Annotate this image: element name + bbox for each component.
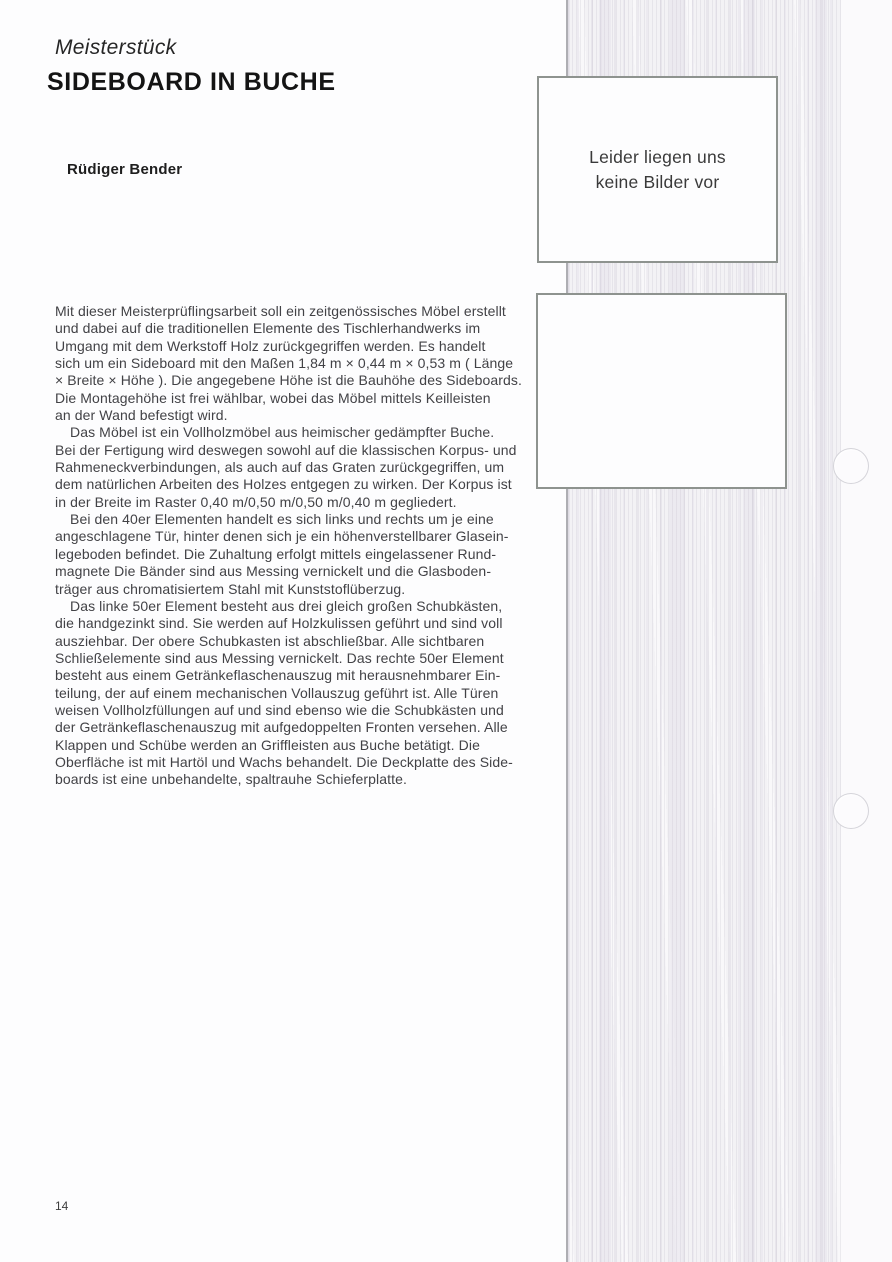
article-line: Bei den 40er Elementen handelt es sich links und rechts um je eine — [70, 511, 494, 528]
article-line: Schließelemente sind aus Messing vernickelt. Das rechte 50er Element — [55, 649, 504, 666]
article-line: weisen Vollholzfüllungen auf und sind ebenso wie die Schubkästen und — [55, 701, 504, 718]
article-line: dem natürlichen Arbeiten des Holzes entgegen zu wirken. Der Korpus ist — [55, 476, 512, 493]
article-line: in der Breite im Raster 0,40 m/0,50 m/0,50 m/0,40 m gegliedert. — [55, 493, 457, 510]
article-line: boards ist eine unbehandelte, spaltrauhe Schieferplatte. — [55, 771, 407, 788]
article-line: legeboden befindet. Die Zuhaltung erfolgt mittels eingelassener Rund- — [55, 545, 497, 562]
missing-image-notice — [589, 145, 726, 195]
section-kicker: Meisterstück — [55, 36, 177, 59]
article-line: magnete Die Bänder sind aus Messing vernickelt und die Glasboden- — [55, 563, 492, 580]
article-line: angeschlagene Tür, hinter denen sich je ein höhenverstellbarer Glasein- — [55, 528, 509, 545]
article-line: Klappen und Schübe werden an Griffleisten aus Buche betätigt. Die — [55, 736, 480, 753]
article-line: Die Montagehöhe ist frei wählbar, wobei das Möbel mittels Keilleisten — [55, 389, 491, 406]
missing-image-box-1 — [537, 76, 778, 263]
missing-image-notice-line-2: keine Bilder vor — [595, 171, 720, 192]
article-line: Oberfläche ist mit Hartöl und Wachs behandelt. Die Deckplatte des Side- — [55, 753, 513, 770]
article-line: träger aus chromatisiertem Stahl mit Kunststoflüberzug. — [55, 580, 406, 597]
page-title: SIDEBOARD IN BUCHE — [47, 68, 336, 96]
article-line: sich um ein Sideboard mit den Maßen 1,84 m × 0,44 m × 0,53 m ( Länge — [55, 355, 514, 372]
article-line: Rahmeneckverbindungen, als auch auf das Graten zurückgegriffen, um — [55, 459, 505, 476]
article-line: Mit dieser Meisterprüflingsarbeit soll ein zeitgenössisches Möbel erstellt — [55, 303, 506, 319]
article-line: an der Wand befestigt wird. — [55, 407, 228, 424]
article-line: Umgang mit dem Werkstoff Holz zurückgegriffen werden. Es handelt — [55, 337, 486, 354]
punch-hole-mark-top — [833, 448, 869, 484]
article-line: und dabei auf die traditionellen Elemente des Tischlerhandwerks im — [55, 320, 481, 337]
article-body — [55, 303, 543, 789]
article-line: der Getränkeflaschenauszug mit aufgedoppelten Fronten versehen. Alle — [55, 719, 508, 736]
article-line: × Breite × Höhe ). Die angegebene Höhe ist die Bauhöhe des Sideboards. — [55, 372, 522, 389]
article-line: Das Möbel ist ein Vollholzmöbel aus heimischer gedämpfter Buche. — [70, 424, 495, 441]
missing-image-notice-line-1: Leider liegen uns — [589, 146, 726, 167]
right-page-margin — [841, 0, 892, 1262]
page-number: 14 — [55, 1199, 69, 1213]
article-line: Das linke 50er Element besteht aus drei gleich großen Schubkästen, — [70, 597, 503, 614]
article-line: teilung, der auf einem mechanischen Vollauszug geführt ist. Alle Türen — [55, 684, 499, 701]
article-line: ausziehbar. Der obere Schubkasten ist abschließbar. Alle sichtbaren — [55, 632, 485, 649]
article-line: Bei der Fertigung wird deswegen sowohl auf die klassischen Korpus- und — [55, 441, 517, 458]
author-name: Rüdiger Bender — [67, 161, 183, 178]
article-line: die handgezinkt sind. Sie werden auf Holzkulissen geführt und sind voll — [55, 615, 503, 632]
article-line: besteht aus einem Getränkeflaschenauszug mit herausnehmbarer Ein- — [55, 667, 501, 684]
punch-hole-mark-bottom — [833, 793, 869, 829]
missing-image-box-2 — [536, 293, 787, 489]
